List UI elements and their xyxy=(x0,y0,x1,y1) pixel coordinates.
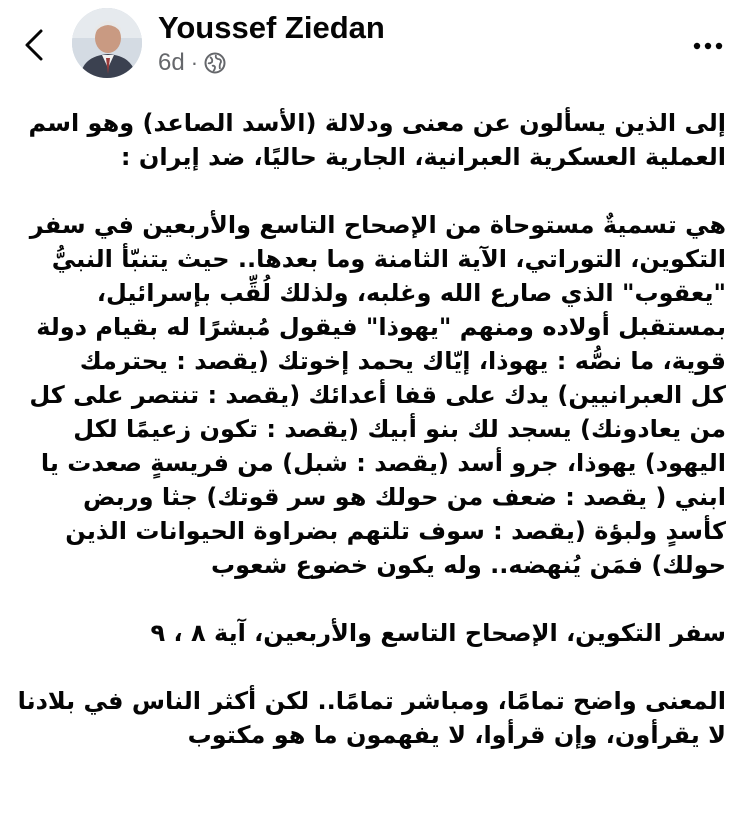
post-line: حولك) فمَن يُنهضه.. وله يكون خضوع شعوب xyxy=(211,551,726,579)
post-line: ابني ( يقصد : ضعف من حولك هو سر قوتك) جثا وربض xyxy=(83,483,726,511)
post-line: اليهود) يهوذا، جرو أسد (يقصد : شبل) من فريسةٍ صعدت يا xyxy=(40,449,726,477)
post-line: سفر التكوين، الإصحاح التاسع والأربعين، آية ٨ ، ٩ xyxy=(150,619,726,647)
back-button[interactable] xyxy=(14,22,54,68)
post-line: العملية العسكرية العبرانية، الجارية حاليًا، ضد إيران : xyxy=(120,143,726,171)
more-options-button[interactable] xyxy=(686,26,730,66)
post-line: هي تسميةٌ مستوحاة من الإصحاح التاسع والأربعين في سفر xyxy=(29,211,726,239)
post-line: من يعادونك) يسجد لك بنو أبيك (يقصد : تكون زعيمًا لكل xyxy=(73,415,726,443)
post-paragraph xyxy=(14,616,726,650)
post-paragraph xyxy=(14,208,726,582)
post-text xyxy=(14,106,726,752)
profile-photo-icon xyxy=(72,8,142,78)
post-line: كل العبرانيين) يدك على قفا أعدائك (يقصد : تنتصر على كل xyxy=(29,381,726,409)
more-dots-icon xyxy=(693,42,723,50)
post-paragraph xyxy=(14,106,726,174)
post-line: المعنى واضح تمامًا، ومباشر تمامًا.. لكن أكثر الناس في بلادنا xyxy=(17,687,726,715)
chevron-left-icon xyxy=(23,28,45,62)
post-line: لا يقرأون، وإن قرأوا، لا يفهمون ما هو مكتوب xyxy=(187,721,726,749)
globe-icon[interactable] xyxy=(204,52,226,74)
author-name[interactable]: Youssef Ziedan xyxy=(158,10,385,45)
post-line: التكوين، التوراتي، الآية الثامنة وما بعدها.. حيث يتنبّأ النبيُّ xyxy=(51,245,726,273)
post-line: كأسدٍ ولبؤة (يقصد : سوف تلتهم بضراوة الحيوانات الذين xyxy=(65,517,726,545)
post-line: إلى الذين يسألون عن معنى ودلالة (الأسد الصاعد) وهو اسم xyxy=(28,109,726,137)
meta-separator: · xyxy=(190,50,199,75)
avatar[interactable] xyxy=(72,8,142,78)
post-paragraph xyxy=(14,684,726,752)
post-line: بمستقبل أولاده ومنهم "يهوذا" فيقول مُبشرًا له بقيام دولة xyxy=(36,313,726,341)
post-line: قوية، ما نصُّه : يهوذا، إيّاك يحمد إخوتك (يقصد : يحترمك xyxy=(79,347,726,375)
post-meta xyxy=(158,48,226,78)
post-time[interactable]: 6d xyxy=(158,49,185,76)
post-header xyxy=(0,0,741,96)
post-line: "يعقوب" الذي صارع الله وغلبه، ولذلك لُقِّب بإسرائيل، xyxy=(96,279,726,307)
